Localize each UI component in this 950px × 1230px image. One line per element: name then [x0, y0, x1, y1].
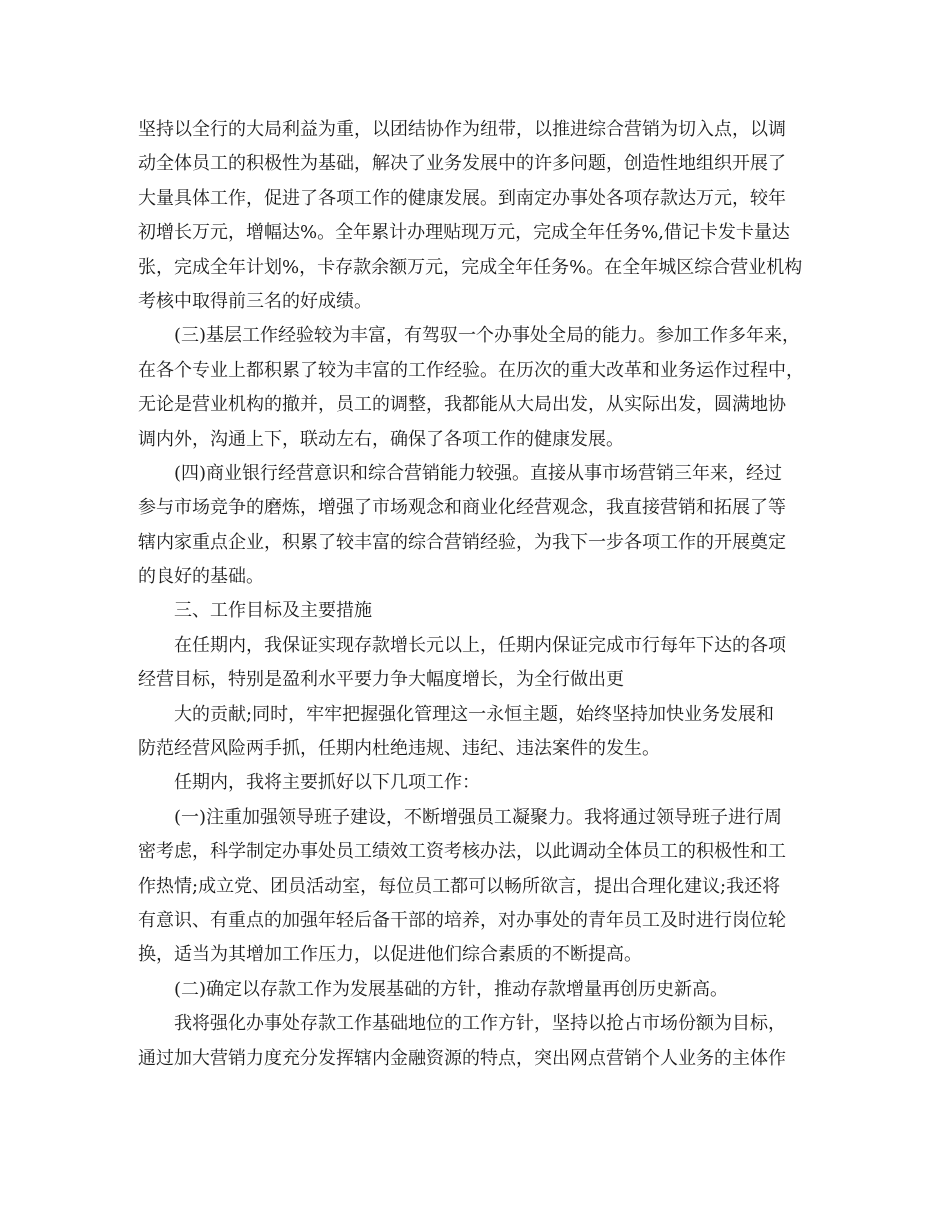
paragraph-start-line: 在任期内，我保证实现存款增长元以上，任期内保证完成市行每年下达的各项 [174, 634, 786, 656]
text-line: 坚持以全行的大局利益为重，以团结协作为纽带，以推进综合营销为切入点，以调 [138, 119, 786, 140]
text-line: 动全体员工的积极性为基础，解决了业务发展中的许多问题，创造性地组织开展了 [138, 153, 786, 175]
paragraph-start-line: (四)商业银行经营意识和综合营销能力较强。直接从事市场营销三年来，经过 [174, 462, 783, 484]
document-body [138, 113, 818, 1076]
text-line: 防范经营风险两手抓，任期内杜绝违规、违纪、违法案件的发生。 [138, 738, 660, 760]
section-heading: 三、工作目标及主要措施 [174, 600, 372, 622]
text-line: 通过加大营销力度充分发挥辖内金融资源的特点，突出网点营销个人业务的主体作 [138, 1047, 786, 1069]
text-line: 初增长万元，增幅达%。全年累计办理贴现万元，完成全年任务%,借记卡发卡量达 [138, 222, 790, 244]
text-line: 换，适当为其增加工作压力，以促进他们综合素质的不断提高。 [138, 944, 642, 966]
text-line: 考核中取得前三名的好成绩。 [138, 290, 372, 312]
text-line: 张，完成全年计划%，卡存款余额万元，完成全年任务%。在全年城区综合营业机构 [138, 256, 803, 278]
paragraph-start-line: 我将强化办事处存款工作基础地位的工作方针，坚持以抢占市场份额为目标， [174, 1013, 786, 1035]
text-line: 无论是营业机构的撤并，员工的调整，我都能从大局出发，从实际出发，圆满地协 [138, 394, 786, 416]
text-line: 作热情;成立党、团员活动室，每位员工都可以畅所欲言，提出合理化建议;我还将 [138, 875, 781, 897]
text-line: 经营目标，特别是盈利水平要力争大幅度增长，为全行做出更 [138, 669, 624, 691]
text-line: 有意识、有重点的加强年轻后备干部的培养，对办事处的青年员工及时进行岗位轮 [138, 909, 786, 931]
paragraph-start-line: 任期内，我将主要抓好以下几项工作： [174, 772, 480, 794]
paragraph-start-line: (一)注重加强领导班子建设，不断增强员工凝聚力。我将通过领导班子进行周 [174, 806, 783, 828]
text-line: 密考虑，科学制定办事处员工绩效工资考核办法，以此调动全体员工的积极性和工 [138, 841, 786, 863]
text-line: 大量具体工作，促进了各项工作的健康发展。到南定办事处各项存款达万元，较年 [138, 187, 786, 209]
text-line: 调内外，沟通上下，联动左右，确保了各项工作的健康发展。 [138, 428, 624, 450]
text-line: 在各个专业上都积累了较为丰富的工作经验。在历次的重大改革和业务运作过程中， [138, 359, 804, 381]
text-line: 辖内家重点企业，积累了较丰富的综合营销经验，为我下一步各项工作的开展奠定 [138, 531, 786, 553]
paragraph-start-line: (二)确定以存款工作为发展基础的方针，推动存款增量再创历史新高。 [174, 978, 729, 1000]
paragraph-start-line: (三)基层工作经验较为丰富，有驾驭一个办事处全局的能力。参加工作多年来， [174, 325, 801, 347]
text-line: 参与市场竞争的磨炼，增强了市场观念和商业化经营观念，我直接营销和拓展了等 [138, 497, 786, 519]
paragraph-start-line: 大的贡献;同时，牢牢把握强化管理这一永恒主题，始终坚持加快业务发展和 [174, 703, 775, 725]
text-line: 的良好的基础。 [138, 566, 264, 588]
